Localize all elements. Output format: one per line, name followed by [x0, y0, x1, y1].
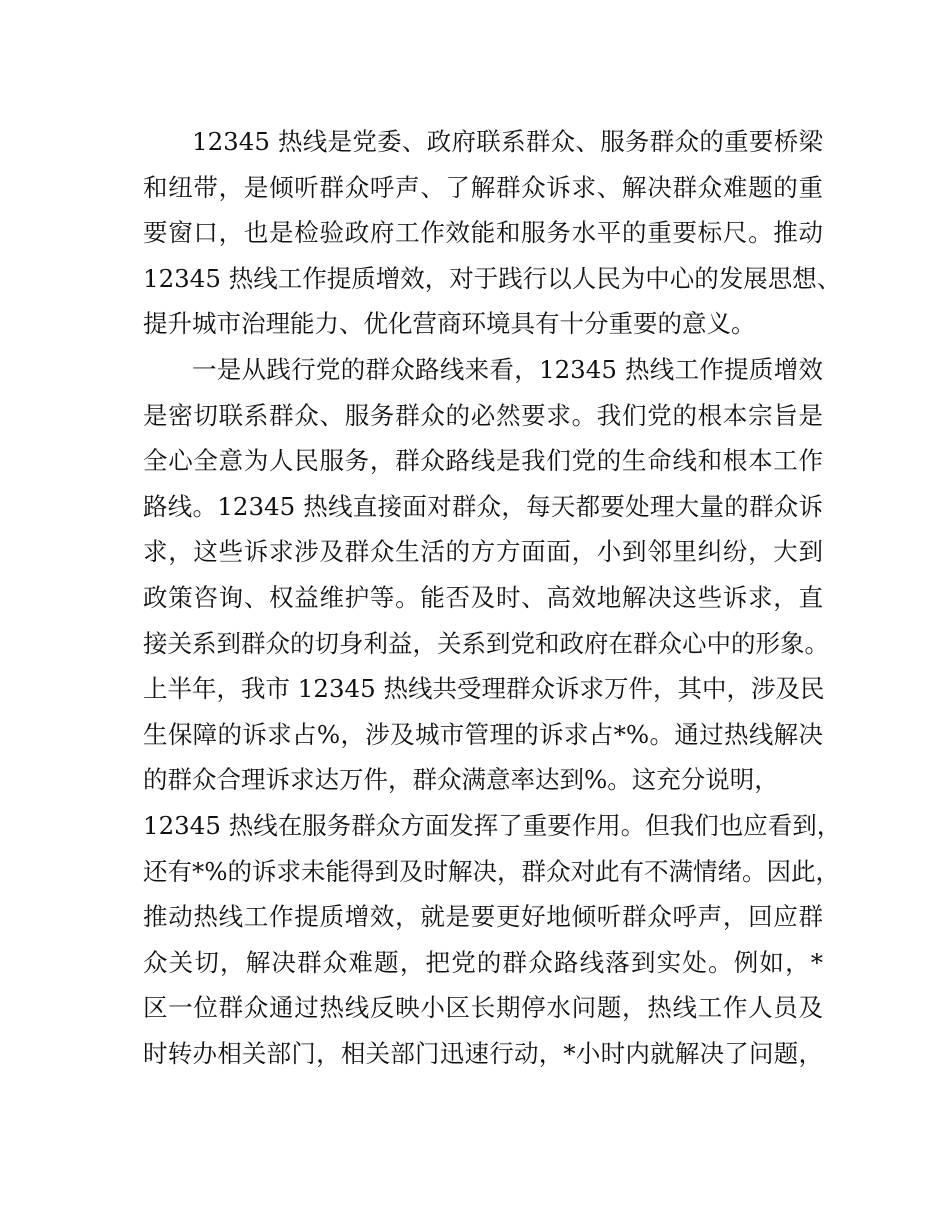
text-line: 还有*%的诉求未能得到及时解决，群众对此有不满情绪。因此，: [143, 856, 841, 886]
text-line: 生保障的诉求占%，涉及城市管理的诉求占*%。通过热线解决: [143, 719, 823, 749]
text-line: 全心全意为人民服务，群众路线是我们党的生命线和根本工作: [143, 446, 823, 476]
text-line: 的群众合理诉求达万件，群众满意率达到%。这充分说明，: [143, 765, 779, 795]
paragraph: [143, 347, 842, 1077]
text-line: 要窗口，也是检验政府工作效能和服务水平的重要标尺。推动: [143, 218, 823, 248]
text-line: 接关系到群众的切身利益，关系到党和政府在群众心中的形象。: [143, 628, 829, 658]
text-line: 时转办相关部门，相关部门迅速行动，*小时内就解决了问题，: [143, 1038, 823, 1068]
text-line: 政策咨询、权益维护等。能否及时、高效地解决这些诉求，直: [143, 582, 823, 612]
text-line: 12345 热线是党委、政府联系群众、服务群众的重要桥梁: [192, 127, 823, 156]
text-line: 12345 热线工作提质增效，对于践行以人民为中心的发展思想、: [143, 263, 842, 293]
paragraph: [143, 119, 842, 347]
text-line: 推动热线工作提质增效，就是要更好地倾听群众呼声，回应群: [143, 902, 823, 932]
text-line: 和纽带，是倾听群众呼声、了解群众诉求、解决群众难题的重: [143, 172, 823, 202]
text-line: 提升城市治理能力、优化营商环境具有十分重要的意义。: [143, 309, 756, 339]
text-line: 求，这些诉求涉及群众生活的方方面面，小到邻里纠纷，大到: [143, 537, 823, 567]
document-body: [143, 119, 842, 1076]
text-line: 一是从践行党的群众路线来看，12345 热线工作提质增效: [192, 354, 823, 384]
text-line: 路线。12345 热线直接面对群众，每天都要处理大量的群众诉: [143, 491, 823, 521]
text-line: 众关切，解决群众难题，把党的群众路线落到实处。例如，*: [143, 947, 823, 977]
text-line: 上半年，我市 12345 热线共受理群众诉求万件，其中，涉及民: [143, 674, 825, 704]
text-line: 12345 热线在服务群众方面发挥了重要作用。但我们也应看到，: [143, 810, 842, 840]
text-line: 区一位群众通过热线反映小区长期停水问题，热线工作人员及: [143, 993, 823, 1023]
text-line: 是密切联系群众、服务群众的必然要求。我们党的根本宗旨是: [143, 400, 823, 430]
